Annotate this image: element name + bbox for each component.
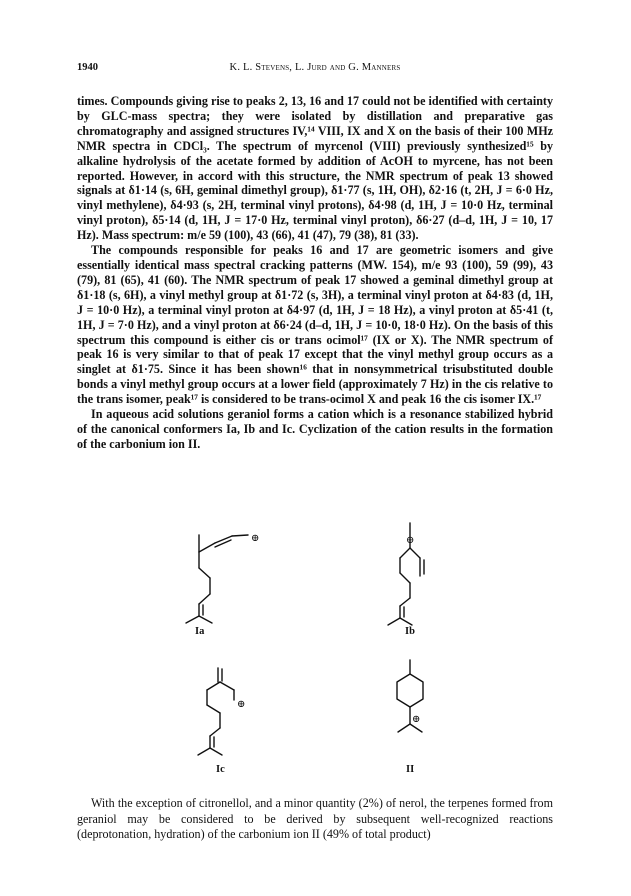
label-ib: Ib <box>405 626 415 637</box>
running-title: K. L. Stevens, L. Jurd and G. Manners <box>229 62 401 73</box>
bottom-text <box>77 796 553 843</box>
structure-ia <box>186 535 248 623</box>
charge-ii: ⊕ <box>412 714 421 725</box>
chemical-structures-diagram <box>180 508 480 780</box>
charge-ib: ⊕ <box>406 535 415 546</box>
label-ii: II <box>406 764 415 775</box>
page-number: 1940 <box>77 62 98 73</box>
body-text <box>77 94 553 452</box>
paragraph-geometric-isomers: The compounds responsible for peaks 16 and 17 are geometric isomers and give essentially identical mass spectral cracking patterns (MW. 154), m/e 93 (100), 59 (99), 43 (79), 81 (65), 41 (60). The NMR spectrum of peak 17 showed a geminal dimethyl group at δ1·18 (s, 6H), a vinyl methyl group at δ1·72 (s, 3H), a terminal vinyl proton at δ4·83 (d, 1H, J = 10·0 Hz), a terminal vinyl proton at δ4·97 (d, 1H, J = 18 Hz), a vinyl proton at δ5·41 (t, 1H, J = 7·0 Hz), and a vinyl proton at δ6·24 (d–d, 1H, J = 10·0, 18·0 Hz). On the basis of this spectrum this compound is either cis or trans ocimol¹⁷ (IX or X). The NMR spectrum of peak 16 is very similar to that of peak 17 except that the vinyl methyl group occurs as a singlet at δ1·75. Since it has been shown¹⁶ that in nonsymmetrical trisubstituted double bonds a vinyl methyl group occurs at a lower field (approximately 7 Hz) in the cis relative to the trans isomer, peak¹⁷ is considered to be trans-ocimol X and peak 16 the cis isomer IX.¹⁷ <box>77 243 553 407</box>
page-header <box>77 62 553 78</box>
charge-ia: ⊕ <box>251 533 260 544</box>
label-ic: Ic <box>216 764 225 775</box>
paragraph-peaks-identification: times. Compounds giving rise to peaks 2, 13, 16 and 17 could not be identified with certainty by GLC-mass spectra; they were isolated by distillation and preparative gas chromatography and assigned structures IV,¹⁴ VIII, IX and X on the basis of their 100 MHz NMR spectra in CDCl₃. The spectrum of myrcenol (VIII) previously synthesized¹⁵ by alkaline hydrolysis of the acetate formed by addition of AcOH to myrcene, has not been reported. However, in accord with this structure, the NMR spectrum of peak 13 showed signals at δ1·14 (s, 6H, geminal dimethyl group), δ1·77 (s, 1H, OH), δ2·16 (t, 2H, J = 6·0 Hz, vinyl methylene), δ4·93 (s, 2H, terminal vinyl protons), δ4·98 (d, 1H, J = 10·0 Hz, terminal vinyl proton), δ5·14 (d, 1H, J = 17·0 Hz, terminal vinyl proton), δ6·27 (d–d, 1H, J = 10, 17 Hz). Mass spectrum: m/e 59 (100), 43 (66), 41 (47), 79 (38), 81 (33). <box>77 94 553 243</box>
structure-ic <box>198 668 234 755</box>
charge-ic: ⊕ <box>237 699 246 710</box>
label-ia: Ia <box>195 626 205 637</box>
paragraph-terpenes-derivation: With the exception of citronellol, and a minor quantity (2%) of nerol, the terpenes formed from geraniol may be considered to be derived by subsequent well-recognized reactions (deprotonation, hydration) of the carbonium ion II (49% of total product) <box>77 796 553 842</box>
paragraph-geraniol-cation: In aqueous acid solutions geraniol forms a cation which is a resonance stabilized hybrid of the canonical conformers Ia, Ib and Ic. Cyclization of the cation results in the formation of the carbonium ion II. <box>77 407 553 451</box>
structures-figure <box>180 508 480 780</box>
